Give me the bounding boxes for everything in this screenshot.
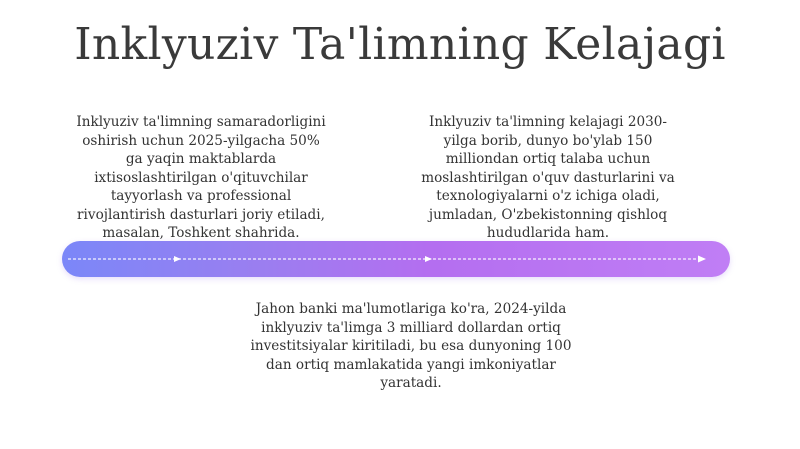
timeline-arrow-2-icon bbox=[425, 256, 432, 262]
timeline-track bbox=[62, 241, 730, 277]
timeline-event-left: Inklyuziv ta'limning samaradorligini oshirish uchun 2025-yilgacha 50% ga yaqin maktablarda ixtisoslashtirilgan o'qituvchilar tayyorlash va professional rivojlantirish dasturlari joriy etiladi, masalan, Toshkent shahrida. bbox=[76, 114, 326, 241]
timeline-event-right: Inklyuziv ta'limning kelajagi 2030-yilga borib, dunyo bo'ylab 150 milliondan ortiq talaba uchun moslashtirilgan o'quv dasturlarini va texnologiyalarni o'z ichiga oladi, jumladan, O'zbekistonning qishloq hududlarida ham. bbox=[421, 114, 675, 241]
timeline-arrow-1-icon bbox=[174, 256, 181, 262]
page-title: Inklyuziv Ta'limning Kelajagi bbox=[74, 19, 726, 70]
timeline-bar bbox=[62, 241, 730, 277]
timeline-event-bottom: Jahon banki ma'lumotlariga ko'ra, 2024-yilda inklyuziv ta'limga 3 milliard dollardan ortiq investitsiyalar kiritiladi, bu esa dunyoning 100 dan ortiq mamlakatida yangi imkoniyatlar yaratadi. bbox=[250, 301, 572, 391]
timeline-arrow-end-icon bbox=[698, 256, 706, 263]
